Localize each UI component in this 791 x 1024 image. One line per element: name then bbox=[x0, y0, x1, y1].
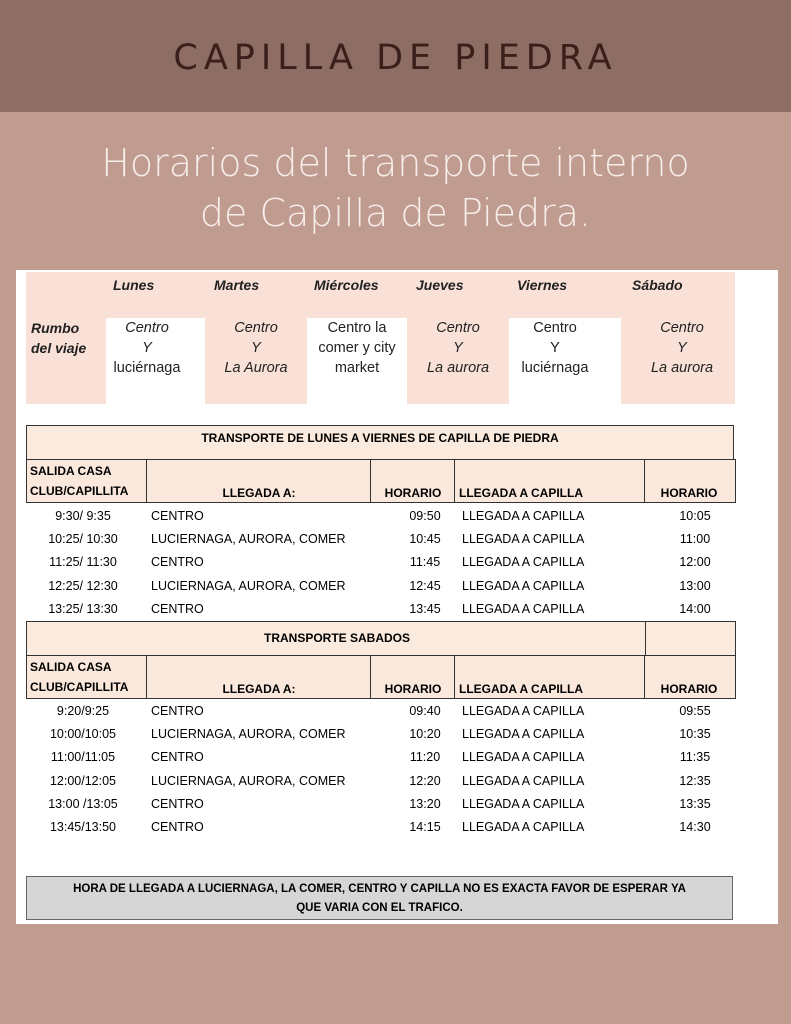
destination: LUCIERNAGA, AURORA, COMER bbox=[151, 727, 346, 742]
return-destination: LLEGADA A CAPILLA bbox=[462, 727, 585, 742]
destination: CENTRO bbox=[151, 509, 204, 523]
table-row bbox=[30, 723, 735, 746]
header-salida bbox=[27, 656, 147, 698]
route-line: Centro bbox=[533, 320, 577, 336]
arrival-time: 13:20 bbox=[409, 796, 441, 811]
route-line: Y bbox=[677, 340, 687, 356]
arrival-time: 13:45 bbox=[409, 601, 441, 616]
route-row-label-line: Rumbo bbox=[31, 320, 80, 336]
return-time: 14:30 bbox=[679, 820, 711, 834]
arrival-time: 12:45 bbox=[409, 578, 441, 593]
return-destination: LLEGADA A CAPILLA bbox=[462, 601, 585, 616]
route-line: Y bbox=[453, 340, 463, 356]
return-destination: LLEGADA A CAPILLA bbox=[462, 509, 585, 523]
table-row bbox=[30, 575, 735, 598]
day-label: Martes bbox=[214, 277, 260, 293]
table-row bbox=[30, 746, 735, 769]
route-lunes bbox=[106, 318, 188, 378]
header-llegada bbox=[147, 460, 371, 502]
salida-time: 11:25/ 11:30 bbox=[49, 555, 117, 570]
arrival-time: 10:45 bbox=[409, 532, 441, 547]
header-horario-text: HORARIO bbox=[384, 486, 442, 500]
return-time: 10:05 bbox=[679, 509, 711, 523]
route-row-label bbox=[31, 318, 86, 358]
header-horario-text: HORARIO bbox=[384, 682, 442, 696]
return-time: 12:00 bbox=[679, 555, 711, 570]
salida-time: 10:00/10:05 bbox=[49, 727, 117, 742]
header-horario-text: HORARIO bbox=[660, 486, 718, 500]
note-line: QUE VARIA CON EL TRAFICO. bbox=[296, 902, 463, 914]
brand-title: CAPILLA DE PIEDRA bbox=[173, 38, 618, 78]
destination: LUCIERNAGA, AURORA, COMER bbox=[151, 578, 346, 593]
destination: LUCIERNAGA, AURORA, COMER bbox=[151, 532, 346, 547]
header-salida-line: CLUB/CAPILLITA bbox=[30, 484, 129, 498]
header-llegada-capilla-text: LLEGADA A CAPILLA bbox=[459, 486, 583, 500]
route-line: Y bbox=[251, 340, 261, 356]
header-llegada-text: LLEGADA A: bbox=[222, 682, 296, 696]
header-salida-line: SALIDA CASA bbox=[30, 660, 112, 674]
route-line: La aurora bbox=[426, 360, 490, 376]
subtitle-line: de Capilla de Piedra. bbox=[199, 191, 592, 235]
return-destination: LLEGADA A CAPILLA bbox=[462, 820, 585, 834]
table-row bbox=[30, 816, 735, 839]
route-martes bbox=[205, 318, 307, 378]
arrival-time: 11:20 bbox=[409, 750, 441, 765]
return-destination: LLEGADA A CAPILLA bbox=[462, 773, 585, 788]
saturday-table-title bbox=[26, 621, 736, 657]
route-miercoles bbox=[307, 318, 407, 378]
salida-time: 13:00 /13:05 bbox=[48, 796, 118, 811]
return-destination: LLEGADA A CAPILLA bbox=[462, 555, 585, 570]
header-horario bbox=[645, 460, 735, 502]
return-time: 09:55 bbox=[679, 704, 711, 718]
salida-time: 13:45/13:50 bbox=[49, 820, 117, 834]
salida-time: 11:00/11:05 bbox=[50, 750, 116, 765]
return-destination: LLEGADA A CAPILLA bbox=[462, 796, 585, 811]
header-salida-line: CLUB/CAPILLITA bbox=[30, 680, 129, 694]
day-label: Viernes bbox=[517, 277, 568, 293]
route-line: Y bbox=[142, 340, 152, 356]
weekday-table-title: TRANSPORTE DE LUNES A VIERNES DE CAPILLA DE PIEDRA bbox=[26, 425, 734, 461]
table-row bbox=[30, 505, 735, 528]
return-time: 12:35 bbox=[679, 773, 711, 788]
route-line: La Aurora bbox=[224, 360, 288, 376]
salida-time: 12:25/ 12:30 bbox=[48, 578, 118, 593]
table-row bbox=[30, 551, 735, 574]
title-divider bbox=[645, 622, 646, 656]
route-line: Centro bbox=[125, 320, 169, 336]
route-sabado bbox=[621, 318, 743, 378]
weekday-table-header bbox=[26, 459, 736, 503]
header-llegada-text: LLEGADA A: bbox=[222, 486, 296, 500]
destination: CENTRO bbox=[151, 820, 204, 834]
header-llegada-capilla bbox=[455, 460, 645, 502]
day-label: Lunes bbox=[113, 277, 155, 293]
saturday-title-text: TRANSPORTE SABADOS bbox=[263, 631, 410, 645]
arrival-time: 14:15 bbox=[409, 820, 441, 834]
subtitle-line: Horarios del transporte interno bbox=[101, 141, 690, 185]
salida-time: 10:25/ 10:30 bbox=[48, 532, 118, 547]
route-viernes bbox=[509, 318, 601, 378]
table-row bbox=[30, 598, 735, 621]
table-row bbox=[30, 793, 735, 816]
return-time: 13:00 bbox=[679, 578, 711, 593]
header-horario bbox=[371, 460, 455, 502]
destination: CENTRO bbox=[151, 796, 204, 811]
traffic-note bbox=[26, 876, 733, 920]
route-line: luciérnaga bbox=[113, 360, 181, 376]
arrival-time: 10:20 bbox=[409, 727, 441, 742]
destination: CENTRO bbox=[151, 750, 204, 765]
return-time: 11:00 bbox=[679, 532, 711, 547]
destination: LUCIERNAGA, AURORA, COMER bbox=[151, 773, 346, 788]
header-llegada bbox=[147, 656, 371, 698]
header-horario bbox=[645, 656, 735, 698]
header-horario bbox=[371, 656, 455, 698]
salida-time: 9:30/ 9:35 bbox=[55, 509, 111, 523]
route-line: comer y city bbox=[318, 340, 396, 356]
header-llegada-capilla bbox=[455, 656, 645, 698]
return-time: 11:35 bbox=[679, 750, 711, 765]
route-line: market bbox=[334, 360, 380, 376]
return-destination: LLEGADA A CAPILLA bbox=[462, 532, 585, 547]
destination: CENTRO bbox=[151, 601, 204, 616]
route-line: Centro bbox=[660, 320, 704, 336]
page-subtitle bbox=[10, 138, 781, 238]
route-line: luciérnaga bbox=[521, 360, 589, 376]
header-llegada-capilla-text: LLEGADA A CAPILLA bbox=[459, 682, 583, 696]
return-time: 10:35 bbox=[679, 727, 711, 742]
destination: CENTRO bbox=[151, 555, 204, 570]
salida-time: 13:25/ 13:30 bbox=[48, 601, 118, 616]
note-line: HORA DE LLEGADA A LUCIERNAGA, LA COMER, CENTRO Y CAPILLA NO ES EXACTA FAVOR DE ESPERAR YA bbox=[73, 883, 686, 895]
route-line: Centro bbox=[436, 320, 480, 336]
table-row bbox=[30, 528, 735, 551]
return-time: 13:35 bbox=[679, 796, 711, 811]
header-horario-text: HORARIO bbox=[660, 682, 718, 696]
table-row bbox=[30, 770, 735, 793]
day-label: Miércoles bbox=[314, 277, 379, 293]
route-jueves bbox=[407, 318, 509, 378]
salida-time: 12:00/12:05 bbox=[49, 773, 117, 788]
route-line: Y bbox=[550, 340, 560, 356]
route-row-label-line: del viaje bbox=[31, 340, 87, 356]
route-line: La aurora bbox=[650, 360, 714, 376]
day-label: Jueves bbox=[416, 277, 464, 293]
destination: CENTRO bbox=[151, 704, 204, 718]
arrival-time: 09:50 bbox=[409, 509, 441, 523]
day-label: Sábado bbox=[632, 277, 683, 293]
header-salida bbox=[27, 460, 147, 502]
return-destination: LLEGADA A CAPILLA bbox=[462, 750, 585, 765]
saturday-table-header bbox=[26, 655, 736, 699]
route-line: Centro la bbox=[327, 320, 387, 336]
header-salida-line: SALIDA CASA bbox=[30, 464, 112, 478]
salida-time: 9:20/9:25 bbox=[56, 704, 110, 718]
arrival-time: 12:20 bbox=[409, 773, 441, 788]
arrival-time: 11:45 bbox=[409, 555, 441, 570]
arrival-time: 09:40 bbox=[409, 704, 441, 718]
return-destination: LLEGADA A CAPILLA bbox=[462, 578, 585, 593]
return-destination: LLEGADA A CAPILLA bbox=[462, 704, 585, 718]
table-row bbox=[30, 700, 735, 723]
return-time: 14:00 bbox=[679, 601, 711, 616]
route-line: Centro bbox=[234, 320, 278, 336]
